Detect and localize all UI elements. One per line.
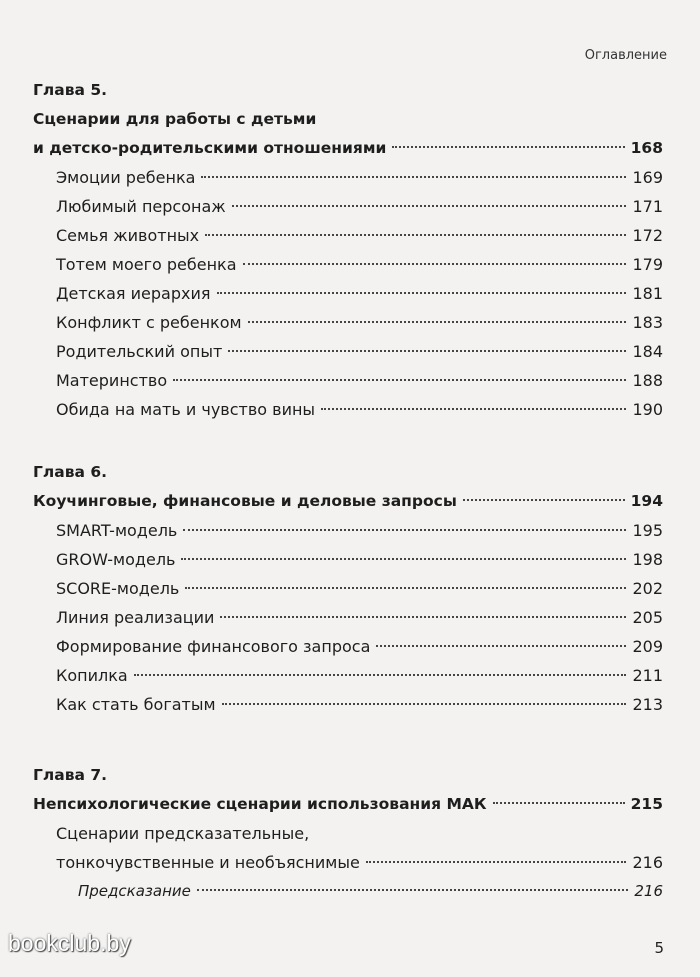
- leader-dots: [205, 234, 626, 236]
- toc-entry: [33, 163, 663, 192]
- watermark: bookclub.by: [8, 930, 131, 956]
- entry-title: Любимый персонаж: [56, 197, 226, 216]
- toc-entry: [33, 574, 663, 603]
- entry-title: Эмоции ребенка: [56, 168, 196, 187]
- toc-entry: [33, 819, 663, 877]
- page-ref: 179: [632, 255, 663, 274]
- page-ref: 194: [630, 492, 663, 510]
- chapter-7: [33, 761, 663, 906]
- page-ref: 216: [634, 882, 663, 900]
- entry-title: Семья животных: [56, 226, 200, 245]
- toc-entry: [33, 690, 663, 719]
- chapter-label: Глава 6.: [33, 463, 108, 481]
- entry-title: Формирование финансового запроса: [56, 637, 371, 656]
- page-number: 5: [654, 939, 664, 957]
- entry-title: Родительский опыт: [56, 342, 223, 361]
- entry-title: GROW-модель: [56, 550, 176, 569]
- toc-entry: [33, 545, 663, 574]
- page-ref: 213: [632, 695, 663, 714]
- entry-title: Как стать богатым: [56, 695, 216, 714]
- leader-dots: [197, 889, 629, 891]
- page-ref: 190: [632, 400, 663, 419]
- page-ref: 195: [632, 521, 663, 540]
- page-ref: 181: [632, 284, 663, 303]
- toc-entry: [33, 221, 663, 250]
- toc-entry: [33, 877, 663, 906]
- page-ref: 172: [632, 226, 663, 245]
- leader-dots: [232, 205, 627, 207]
- leader-dots: [185, 587, 626, 589]
- entry-title: Материнство: [56, 371, 168, 390]
- leader-dots: [321, 408, 626, 410]
- entry-title: Линия реализации: [56, 608, 215, 627]
- leader-dots: [222, 703, 627, 705]
- toc-entry: [33, 308, 663, 337]
- page-ref: 211: [632, 666, 663, 685]
- leader-dots: [217, 292, 627, 294]
- toc-entry: [33, 487, 663, 516]
- entry-title: Конфликт с ребенком: [56, 313, 242, 332]
- entry-title: Тотем моего ребенка: [56, 255, 237, 274]
- chapter-6: [33, 458, 663, 719]
- leader-dots: [228, 350, 626, 352]
- page-ref: 215: [630, 795, 663, 813]
- toc-entry: [33, 603, 663, 632]
- page-ref: 168: [630, 139, 663, 157]
- toc-entry-line2: [56, 848, 663, 877]
- page-ref: 198: [632, 550, 663, 569]
- page-ref: 183: [632, 313, 663, 332]
- leader-dots: [366, 861, 627, 863]
- toc-entry: [33, 632, 663, 661]
- leader-dots: [493, 802, 625, 804]
- toc-entry: [33, 192, 663, 221]
- entry-title-line1: Сценарии предсказательные,: [56, 824, 310, 843]
- leader-dots: [201, 176, 626, 178]
- leader-dots: [181, 558, 626, 560]
- page-ref: 202: [632, 579, 663, 598]
- toc-entry: [33, 661, 663, 690]
- leader-dots: [392, 146, 624, 148]
- toc-entry: [33, 337, 663, 366]
- toc-entry: [33, 395, 663, 424]
- toc-entry: [33, 134, 663, 163]
- page-ref: 205: [632, 608, 663, 627]
- leader-dots: [243, 263, 627, 265]
- toc-entry: [33, 250, 663, 279]
- entry-title: и детско-родительскими отношениями: [33, 139, 387, 157]
- chapter-label: Глава 7.: [33, 766, 108, 784]
- chapter-label: Глава 5.: [33, 81, 108, 99]
- entry-title-line2: тонкочувственные и необъяснимые: [56, 853, 360, 872]
- page-ref: 184: [632, 342, 663, 361]
- entry-title: SCORE-модель: [56, 579, 180, 598]
- leader-dots: [173, 379, 626, 381]
- leader-dots: [463, 499, 625, 501]
- page-ref: 169: [632, 168, 663, 187]
- entry-title: Детская иерархия: [56, 284, 211, 303]
- toc-entry: [33, 516, 663, 545]
- leader-dots: [376, 645, 626, 647]
- running-head: Оглавление: [584, 48, 667, 63]
- leader-dots: [248, 321, 627, 323]
- toc-entry: [33, 279, 663, 308]
- chapter-5: [33, 76, 663, 424]
- entry-title: Коучинговые, финансовые и деловые запросы: [33, 492, 457, 510]
- entry-title: Обида на мать и чувство вины: [56, 400, 316, 419]
- entry-title: Предсказание: [78, 882, 191, 900]
- page-ref: 209: [632, 637, 663, 656]
- leader-dots: [183, 529, 626, 531]
- page-ref: 188: [632, 371, 663, 390]
- entry-title: Непсихологические сценарии использования МАК: [33, 795, 487, 813]
- leader-dots: [220, 616, 626, 618]
- entry-title: Копилка: [56, 666, 128, 685]
- toc-entry: [33, 366, 663, 395]
- page-ref: 216: [632, 853, 663, 872]
- entry-title: SMART-модель: [56, 521, 178, 540]
- chapter-title: Сценарии для работы с детьми: [33, 110, 317, 128]
- toc-entry: [33, 790, 663, 819]
- page-ref: 171: [632, 197, 663, 216]
- leader-dots: [134, 674, 627, 676]
